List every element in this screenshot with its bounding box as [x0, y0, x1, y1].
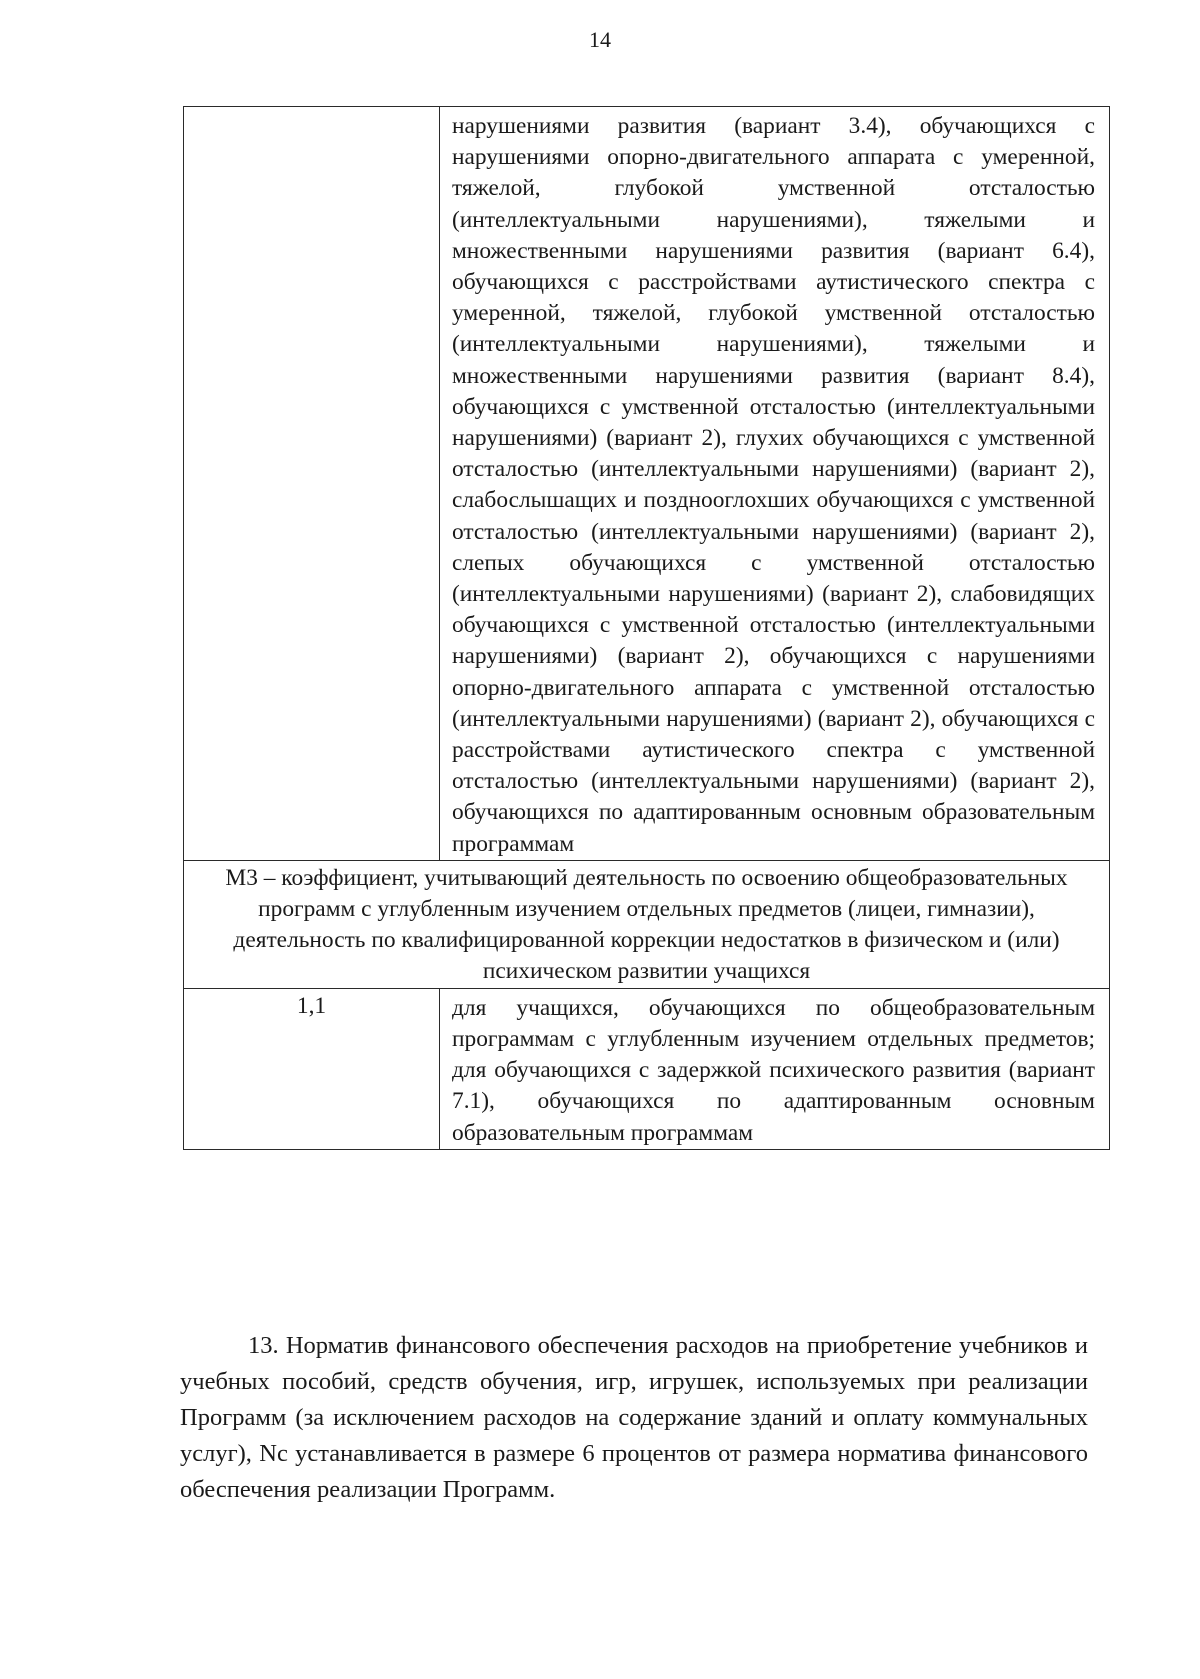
table-row-section-header — [184, 860, 1110, 988]
coefficient-description: нарушениями развития (вариант 3.4), обучающихся с нарушениями опорно-двигательного аппарата с умеренной, тяжелой, глубокой умственной отсталостью (интеллектуальными нарушениями), тяжелыми и множественными нарушениями развития (вариант 6.4), обучающихся с расстройствами аутистического спектра с умеренной, тяжелой, глубокой умственной отсталостью (интеллектуальными нарушениями), тяжелыми и множественными нарушениями развития (вариант 8.4), обучающихся с умственной отсталостью (интеллектуальными нарушениями) (вариант 2), глухих обучающихся с умственной отсталостью (интеллектуальными нарушениями) (вариант 2), слабослышащих и позднооглохших обучающихся с умственной отсталостью (интеллектуальными нарушениями) (вариант 2), слепых обучающихся с умственной отсталостью (интеллектуальными нарушениями) (вариант 2), слабовидящих обучающихся с умственной отсталостью (интеллектуальными нарушениями) (вариант 2), обучающихся с нарушениями опорно-двигательного аппарата с умственной отсталостью (интеллектуальными нарушениями) (вариант 2), обучающихся с расстройствами аутистического спектра с умственной отсталостью (интеллектуальными нарушениями) (вариант 2), обучающихся по адаптированным основным образовательным программам — [452, 113, 1095, 857]
coefficient-value-cell: 1,1 — [184, 988, 440, 1149]
coefficients-table — [183, 106, 1110, 1150]
coefficient-description-cell — [440, 107, 1110, 861]
m3-section-header: М3 – коэффициент, учитывающий деятельность по освоению общеобразовательных программ с углубленным изучением отдельных предметов (лицеи, гимназии), деятельность по квалифицированной коррекции недостатков в физическом и (или) психическом развитии учащихся — [184, 860, 1110, 988]
table-row-m3 — [184, 988, 1110, 1149]
coefficient-value-cell — [184, 107, 440, 861]
table-row-continued — [184, 107, 1110, 861]
page-number: 14 — [589, 27, 611, 52]
coefficient-description-cell — [440, 988, 1110, 1149]
paragraph-13: 13. Норматив финансового обеспечения расходов на приобретение учебников и учебных пособий, средств обучения, игр, игрушек, используемых при реализации Программ (за исключением расходов на содержание зданий и оплату коммунальных услуг), Nс устанавливается в размере 6 процентов от размера норматива финансового обеспечения реализации Программ. — [180, 1332, 1088, 1503]
coefficient-description: для учащихся, обучающихся по общеобразовательным программам с углубленным изучением отдельных предметов; для обучающихся с задержкой психического развития (вариант 7.1), обучающихся по адаптированным основным образовательным программам — [452, 994, 1095, 1146]
